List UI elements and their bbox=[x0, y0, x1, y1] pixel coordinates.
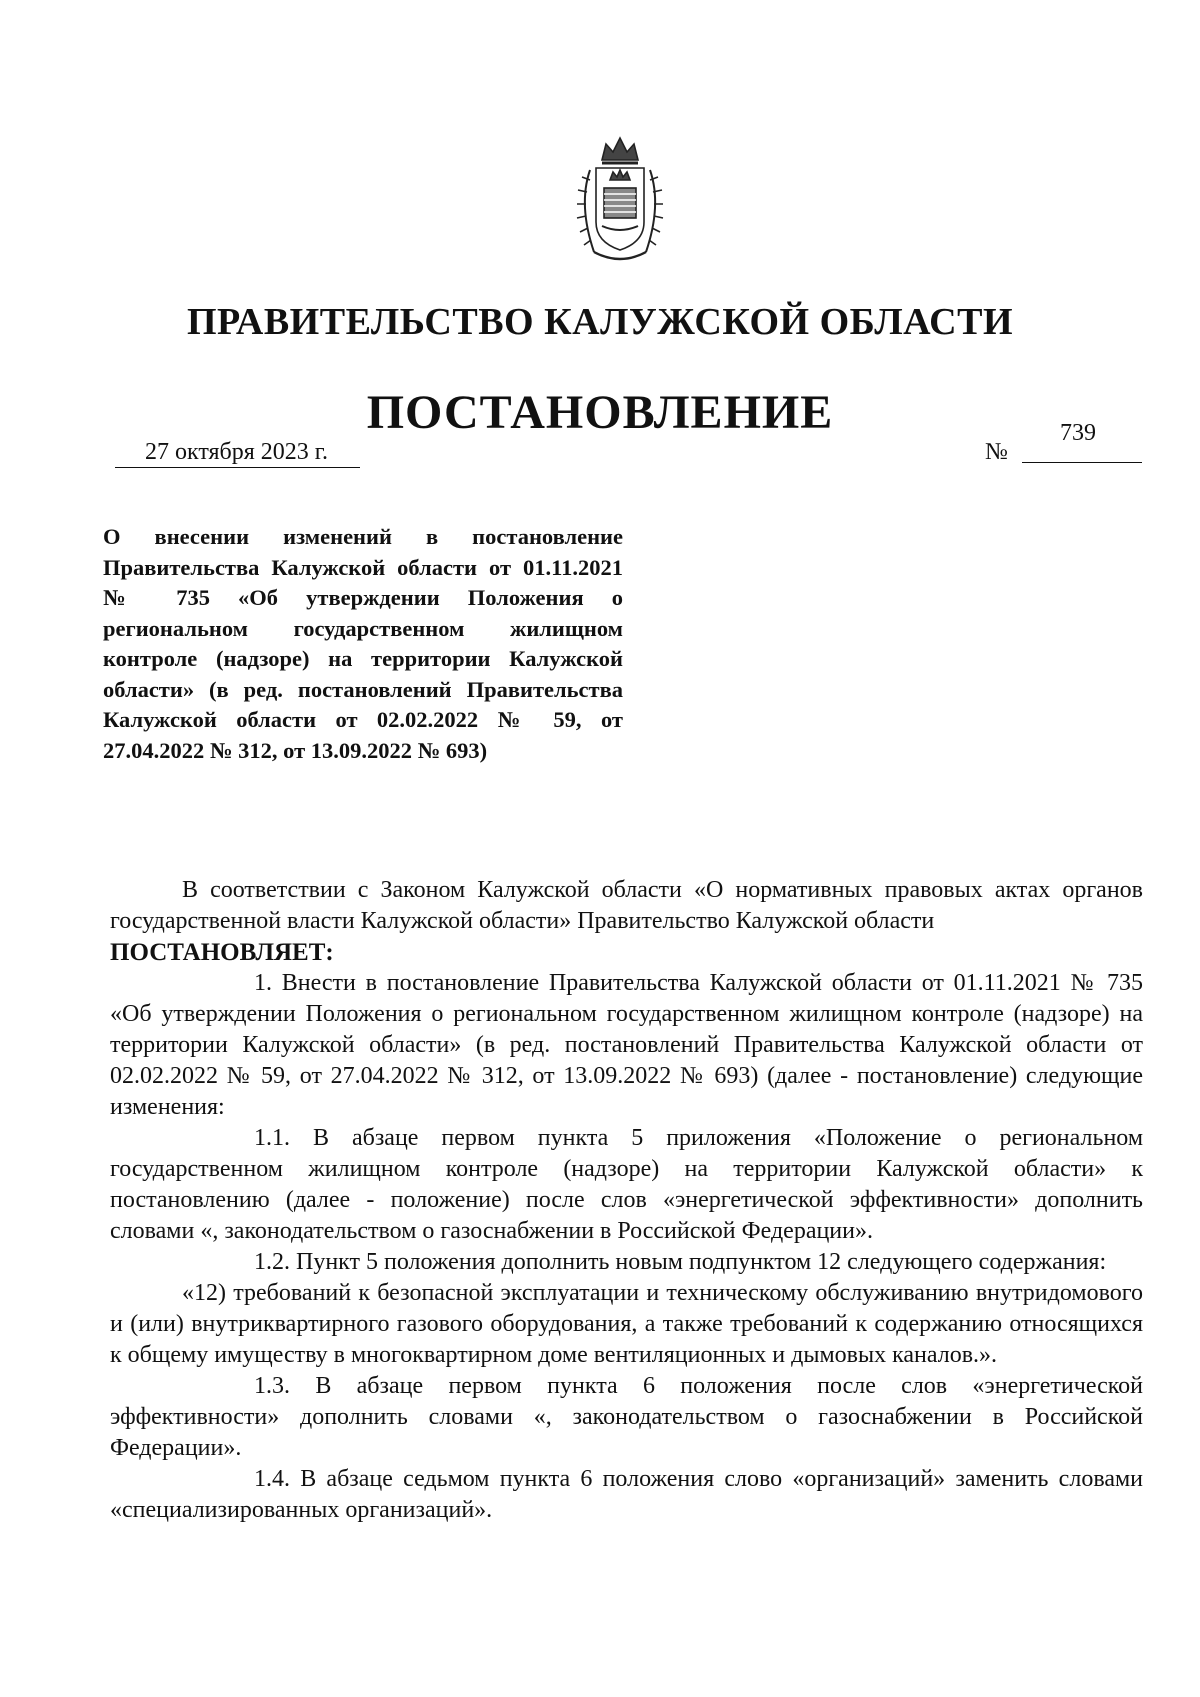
item-text: Внести в постановление Правительства Калужской области от 01.11.2021 № 735 «Об утверждении Положения о региональном государственном жилищном контроле (надзоре) на территории Калужской области» (в ред. постановлений Правительства Калужской области от 02.02.2022 № 59, от 27.04.2022 № 312, от 13.09.2022 № 693) (далее - постановление) следующие изменения: bbox=[110, 970, 1144, 1120]
item-number: 1. bbox=[254, 970, 272, 996]
item-text: В абзаце первом пункта 5 приложения «Положение о региональном государственном жилищном контроле (надзоре) на территории Калужской области» к постановлению (далее - положение) после слов «энергетической эффективности» дополнить словами «, законодательством о газоснабжении в Российской Федерации». bbox=[110, 1125, 1144, 1244]
item-1-4 bbox=[110, 1464, 1143, 1526]
coat-of-arms-emblem bbox=[560, 130, 680, 270]
document-subject: О внесении изменений в постановление Правительства Калужской области от 01.11.2021 № 735 «Об утверждении Положения о региональном государственном жилищном контроле (надзоре) на территории Калужской области» (в ред. постановлений Правительства Калужской области от 02.02.2022 № 59, от 27.04.2022 № 312, от 13.09.2022 № 693) bbox=[103, 524, 623, 763]
item-1-1 bbox=[110, 1123, 1143, 1247]
item-text: В абзаце первом пункта 6 положения после слов «энергетической эффективности» дополнить словами «, законодательством о газоснабжении в Российской Федерации». bbox=[110, 1373, 1144, 1461]
item-text: Пункт 5 положения дополнить новым подпунктом 12 следующего содержания: bbox=[296, 1249, 1107, 1275]
item-1-2 bbox=[110, 1247, 1143, 1278]
document-type-title: ПОСТАНОВЛЕНИЕ bbox=[366, 386, 834, 439]
number-underline bbox=[1022, 462, 1142, 463]
document-date: 27 октября 2023 г. bbox=[115, 437, 360, 468]
item-1-3 bbox=[110, 1371, 1143, 1464]
item-number: 1.3. bbox=[254, 1373, 290, 1399]
number-label: № bbox=[985, 439, 1008, 465]
item-number: 1.4. bbox=[254, 1466, 290, 1492]
decree-word: ПОСТАНОВЛЯЕТ: bbox=[110, 939, 334, 966]
item-text: «12) требований к безопасной эксплуатации и техническому обслуживанию внутридомового и (или) внутриквартирного газового оборудования, а также требований к содержанию относящихся к общему имуществу в многоквартирном доме вентиляционных и дымовых каналов.». bbox=[110, 1280, 1143, 1368]
item-number: 1.1. bbox=[254, 1125, 290, 1151]
document-body bbox=[110, 875, 1143, 1526]
item-number: 1.2. bbox=[254, 1249, 290, 1275]
government-title: ПРАВИТЕЛЬСТВО КАЛУЖСКОЙ ОБЛАСТИ bbox=[186, 301, 1014, 343]
preamble: В соответствии с Законом Калужской области «О нормативных правовых актах органов государственной власти Калужской области» Правительство Калужской области bbox=[110, 877, 1143, 934]
item-subpoint-12 bbox=[110, 1278, 1143, 1371]
item-1 bbox=[110, 968, 1143, 1123]
item-text: В абзаце седьмом пункта 6 положения слово «организаций» заменить словами «специализированных организаций». bbox=[110, 1466, 1144, 1523]
document-number: 739 bbox=[1060, 420, 1096, 446]
